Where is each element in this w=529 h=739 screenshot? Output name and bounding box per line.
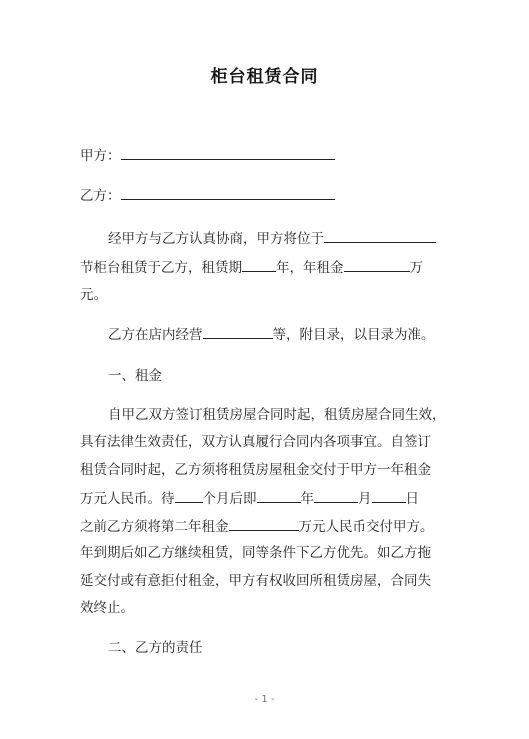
party-b-blank <box>121 185 335 200</box>
annual-rent-blank <box>344 257 410 272</box>
business-scope-blank <box>203 324 273 339</box>
party-a-label: 甲方： <box>80 148 121 164</box>
section-1-heading: 一、租金 <box>108 368 162 384</box>
party-a-blank <box>121 145 335 160</box>
paragraph-3-line-6: 年到期后如乙方继续租赁，同等条件下乙方优先。如乙方拖 <box>80 545 431 561</box>
paragraph-3-line-8: 效终止。 <box>80 600 134 616</box>
paragraph-1-line-2 <box>80 257 423 278</box>
paragraph-text: 日 <box>405 491 419 507</box>
paragraph-3-line-4 <box>80 488 419 509</box>
paragraph-text: 月 <box>358 491 372 507</box>
paragraph-text: 元。 <box>80 287 107 303</box>
paragraph-text: 之前乙方须将第二年租金 <box>80 519 229 535</box>
paragraph-text: 个月后即 <box>202 491 257 507</box>
term-years-blank <box>242 257 276 272</box>
paragraph-text: 年 <box>300 491 314 507</box>
paragraph-3-line-1: 自甲乙双方签订租赁房屋合同时起，租赁房屋合同生效， <box>108 407 446 423</box>
paragraph-text: 万 <box>409 260 423 276</box>
party-a-line <box>80 145 335 166</box>
day-blank <box>372 488 406 503</box>
paragraph-3-line-5 <box>80 516 434 537</box>
paragraph-text: 万元人民币。待 <box>80 491 175 507</box>
paragraph-text: 经甲方与乙方认真协商，甲方将位于 <box>108 231 324 247</box>
paragraph-text: 万元人民币交付甲方。 <box>298 519 434 535</box>
paragraph-text: 年，年租金 <box>276 260 344 276</box>
page-number: - 1 - <box>254 694 275 705</box>
section-2-heading: 二、乙方的责任 <box>108 640 203 656</box>
party-b-label: 乙方： <box>80 188 121 204</box>
paragraph-3-line-2: 具有法律生效责任，双方认真履行合同内各项事宜。自签订 <box>80 434 431 450</box>
paragraph-2-line-1 <box>108 324 435 345</box>
paragraph-3-line-3: 租赁合同时起，乙方须将租赁房屋租金交付于甲方一年租金 <box>80 462 431 478</box>
document-title: 柜台租赁合同 <box>210 67 319 87</box>
month-blank <box>314 488 358 503</box>
paragraph-text: 乙方在店内经营 <box>108 327 203 343</box>
months-blank <box>175 488 203 503</box>
year-blank <box>257 488 301 503</box>
second-year-rent-blank <box>229 516 299 531</box>
paragraph-3-line-7: 延交付或有意拒付租金，甲方有权收回所租赁房屋，合同失 <box>80 573 431 589</box>
paragraph-text: 等，附目录，以目录为准。 <box>272 327 435 343</box>
party-b-line <box>80 185 335 206</box>
location-blank <box>324 228 436 243</box>
paragraph-text: 节柜台租赁于乙方，租赁期 <box>80 260 242 276</box>
paragraph-1-line-3 <box>80 285 107 305</box>
paragraph-1-line-1 <box>108 228 436 249</box>
